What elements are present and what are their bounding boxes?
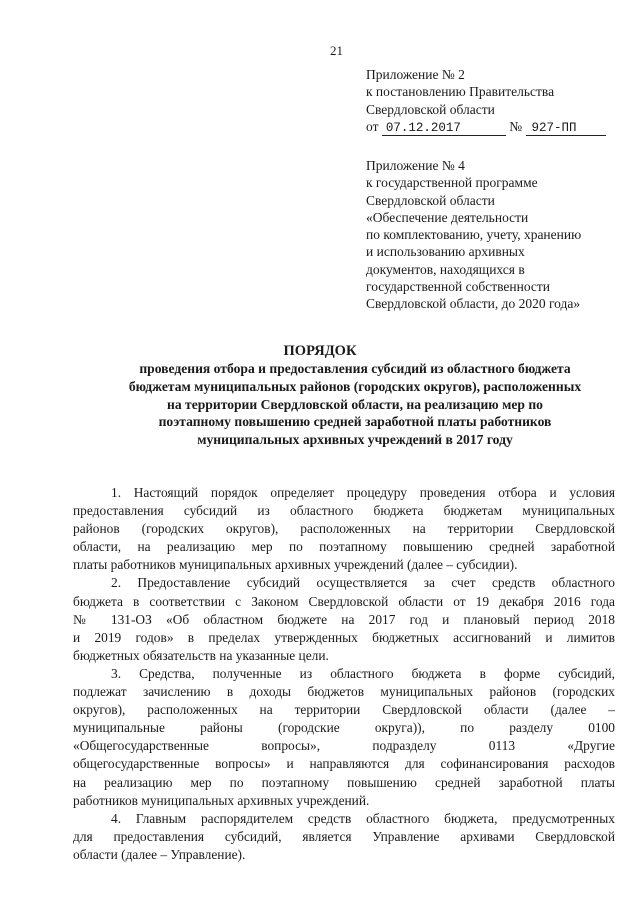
appendix-2-line: к постановлению Правительства [366, 84, 555, 100]
paragraph-line: предоставления субсидий из областного бюджета бюджетам муниципальных [73, 503, 615, 519]
appendix-4-line: по комплектованию, учету, хранению [366, 227, 582, 243]
paragraph-line: 3. Средства, полученные из областного бюджета в форме субсидий, [111, 665, 615, 681]
document-heading [115, 360, 595, 449]
paragraph-line: области (далее – Управление). [73, 846, 246, 862]
paragraph-line: подлежат зачислению в доходы бюджетов муниципальных районов (городских [73, 684, 615, 700]
heading-line: муниципальных архивных учреждений в 2017 году [197, 432, 513, 448]
appendix-4-line: к государственной программе [366, 175, 538, 191]
paragraph-line: 2. Предоставление субсидий осуществляется за счет средств областного [111, 575, 615, 591]
decree-date: 07.12.2017 [382, 121, 506, 136]
paragraph-2 [73, 574, 615, 664]
number-label: № [509, 118, 523, 134]
paragraph-line: 4. Главным распорядителем средств областного бюджета, предусмотренных [111, 810, 615, 826]
paragraph-1 [73, 484, 615, 574]
appendix-4-line: документов, находящихся в [366, 261, 525, 277]
appendix-4-line: «Обеспечение деятельности [366, 209, 529, 225]
from-label: от [366, 118, 379, 134]
paragraph-line: 1. Настоящий порядок определяет процедуру проведения отбора и условия [111, 485, 615, 500]
paragraph-line: районов (городских округов), расположенных на территории Свердловской [73, 521, 615, 537]
paragraph-line: платы работников муниципальных архивных учреждений (далее – субсидии). [73, 557, 518, 573]
paragraph-3 [73, 665, 615, 810]
appendix-2-date-row [366, 118, 606, 136]
appendix-4-line: Свердловской области [366, 192, 495, 208]
paragraph-line: для предоставления субсидий, является Управление архивами Свердловской [73, 828, 615, 844]
appendix-2-block [366, 66, 606, 136]
paragraph-line: и 2019 годов» в пределах утвержденных бюджетных ассигнований и лимитов [73, 629, 615, 645]
paragraph-line: на реализацию мер по поэтапному повышению средней заработной платы [73, 774, 615, 790]
paragraph-line: муниципальные районы (городские округа)), по разделу 0100 [73, 720, 615, 736]
decree-number: 927-ПП [526, 121, 606, 136]
paragraph-line: бюджетных обязательств на указанные цели. [73, 647, 329, 663]
appendix-2-line: Свердловской области [366, 101, 495, 117]
appendix-4-title: Приложение № 4 [366, 158, 465, 173]
appendix-4-line: Свердловской области, до 2020 года» [366, 296, 581, 312]
heading-line: проведения отбора и предоставления субсидий из областного бюджета [139, 361, 571, 376]
document-body [73, 484, 615, 864]
appendix-4-line: государственной собственности [366, 279, 551, 295]
paragraph-line: округов), расположенных на территории Свердловской области (далее – [73, 702, 615, 718]
paragraph-line: области, на реализацию мер по поэтапному повышению средней заработной [73, 539, 615, 555]
appendix-2-title: Приложение № 2 [366, 67, 465, 82]
heading-line: бюджетам муниципальных районов (городских округов), расположенных [128, 378, 582, 394]
paragraph-line: № 131-ОЗ «Об областном бюджете на 2017 год и плановый период 2018 [73, 611, 615, 627]
paragraph-line: «Общегосударственные вопросы», подразделу 0113 «Другие [73, 738, 615, 754]
appendix-4-line: и использованию архивных [366, 244, 525, 260]
heading-line: поэтапному повышению средней заработной платы работников [158, 414, 552, 430]
paragraph-4 [73, 810, 615, 864]
paragraph-line: общегосударственные вопросы» и направляются для софинансирования расходов [73, 756, 615, 772]
page-number: 21 [330, 43, 343, 58]
paragraph-line: бюджета в соответствии с Законом Свердловской области от 19 декабря 2016 года [73, 593, 615, 609]
document-title: ПОРЯДОК [283, 343, 357, 359]
heading-line: на территории Свердловской области, на реализацию мер по [167, 396, 543, 412]
paragraph-line: работников муниципальных архивных учреждений. [73, 792, 370, 808]
appendix-4-block [366, 157, 581, 313]
